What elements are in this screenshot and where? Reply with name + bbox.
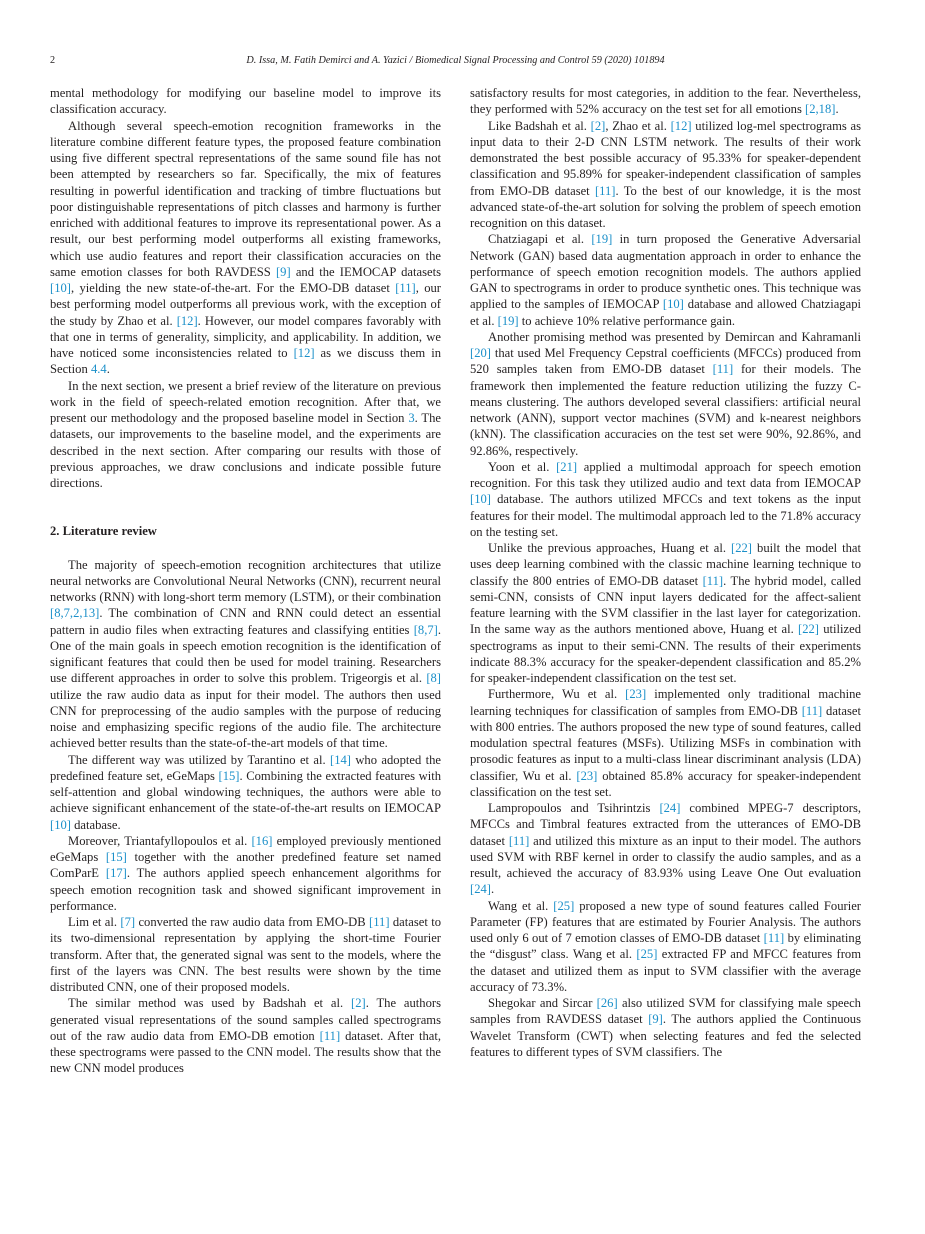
paragraph-text: and utilized this mixture as an input to their model. The authors used SVM with RBF kernel in order to classify the audio samples, and as a result, achieved the accuracy of 83.93% using Leave One Out evaluation (470, 833, 861, 880)
paragraph-text: . The hybrid model, called semi-CNN, consists of CNN input layers dedicated for the affect-salient feature learning with the SVM classifier in the last layer for categorization. In the same way as the authors mentioned above, Huang et al. (470, 573, 861, 637)
paragraph-text: . The combination of CNN and RNN could detect an essential pattern in audio files when extracting features and classifying entities (50, 606, 441, 637)
paragraph-text: built the model that uses deep learning combined with the classic machine learning technique to classify the 800 entries of EMO-DB dataset (470, 541, 862, 588)
paragraph-text: Wang et al. (488, 898, 554, 913)
paragraph-text: applied a multimodal approach for speech emotion recognition. For this task they utilized audio and text data from IEMOCAP (470, 459, 861, 490)
citation-link[interactable]: [10] (470, 492, 491, 507)
paragraph-text: who adopted the predefined feature set, eGeMaps (50, 752, 441, 783)
paragraph-text: . However, our model compares favorably with that one in terms of generality, simplicity, and applicability. In addition, we have noticed some inconsistencies related to (50, 313, 441, 360)
citation-link[interactable]: [11] (763, 931, 785, 945)
right-column (470, 85, 861, 1060)
citation-link[interactable]: [11] (508, 833, 530, 848)
paragraph-text: that used Mel Frequency Cepstral coefficients (MFCCs) produced from 520 samples taken from EMO-DB dataset (470, 346, 861, 377)
paragraph-text: Although several speech-emotion recognition frameworks in the literature combine different feature types, the proposed feature combination using five different spectral representations of the same sound file has not been attempted by researchers so far. Specifically, the mix of features resulting in powerful identification and tracking of timbre fluctuations but poor distinguishable representations of pitch classes and harmony is further enriched with additional features to improve its representational power. As a result, our best performing model outperforms all existing frameworks, which use audio features and report their classification accuracies on the same emotion classes for both RAVDESS (50, 118, 441, 279)
paragraph-text: dataset. After that, these spectrograms were passed to the CNN model. The results show that the new CNN model produces (50, 1028, 441, 1076)
citation-link[interactable]: [11] (594, 183, 616, 198)
paragraph-text: dataset with 800 entries. The authors proposed the new type of sound features, called modulation spectral features (MSFs). Utilizing MSFs in combination with prosodic features as input to a multi-class linear discriminant analysis (LDA) classifier, Wu et al. (470, 703, 861, 783)
citation-link[interactable]: [15] (218, 768, 240, 783)
paragraph-text: to achieve 10% relative performance gain. (518, 313, 736, 328)
paragraph (470, 85, 861, 118)
paragraph-text: utilized spectrograms as input to their semi-CNN. The results of their experiments indicate 88.3% accuracy for the speaker-dependent classification and 85.2% for speaker-independent classification on the test set. (470, 622, 862, 685)
paragraph (50, 914, 441, 995)
citation-link[interactable]: [10] (50, 281, 71, 295)
paragraph (470, 800, 861, 898)
left-column (50, 85, 441, 1077)
section-heading: 2. Literature review (50, 524, 157, 539)
citation-link[interactable]: [2] (590, 118, 606, 133)
paragraph-text: . (106, 362, 110, 377)
paragraph (470, 118, 861, 232)
paragraph-text: database. The authors utilized MFCCs and text tokens as the input features for their model. The multimodal approach led to the 71.8% accuracy on the testing set. (470, 492, 861, 539)
citation-link[interactable]: [11] (801, 703, 823, 718)
citation-link[interactable]: [23] (625, 687, 647, 702)
paragraph-text: by eliminating the “disgust” class. Wang et al. (470, 931, 861, 962)
paragraph-text: , our best performing model outperforms all previous work, with the exception of the study by Zhao et al. (50, 281, 441, 328)
citation-link[interactable]: [12] (670, 118, 692, 133)
paragraph (50, 995, 441, 1076)
paragraph-text: Chatziagapi et al. (488, 232, 592, 247)
paragraph (470, 898, 861, 996)
citation-link[interactable]: [10] (662, 297, 684, 312)
citation-link[interactable]: [2] (351, 996, 366, 1011)
paragraph (50, 557, 441, 752)
paragraph-text: together with the another predefined feature set named ComParE (50, 850, 441, 881)
citation-link[interactable]: [9] (648, 1012, 663, 1027)
citation-link[interactable]: [25] (553, 898, 575, 913)
citation-link[interactable]: [19] (591, 232, 613, 247)
citation-link[interactable]: [8,7,2,13] (50, 606, 100, 621)
paragraph-text: database and allowed Chatziagapi et al. (470, 297, 861, 328)
citation-link[interactable]: [8,7] (413, 622, 438, 637)
paragraph-text: . The authors generated visual representations of the sound samples called spectrograms out of the raw audio data from EMO-DB emotion (50, 996, 441, 1043)
citation-link[interactable]: [22] (798, 622, 819, 637)
page-header (50, 55, 861, 71)
paragraph-text: . To the best of our knowledge, it is the most advanced state-of-the-art solution for solving the problem of speech emotion recognition on this dataset. (470, 183, 861, 230)
paragraph-text: utilized log-mel spectrograms as input data to their 2-D CNN LSTM network. The results of their work demonstrated the best possible accuracy of 95.33% for speaker-dependent classification and 95.89% for speaker-independent classification of samples from EMO-DB dataset (470, 118, 862, 198)
paragraph-text: Like Badshah et al. (488, 118, 591, 133)
paragraph (50, 85, 441, 118)
paragraph-text: utilize the raw audio data as input for their model. The authors then used CNN for preprocessing of the audio samples with the purpose of reducing noise and emphasizing specific regions of the audio file. The architecture achieved better results than the state-of-the-art models of that time. (50, 687, 441, 751)
paragraph-text: . The authors applied the Continuous Wavelet Transform (CWT) when selecting features and fed the selected features to different types of SVM classifiers. The (470, 1012, 861, 1059)
citation-link[interactable]: [11] (319, 1028, 341, 1043)
paragraph-text: satisfactory results for most categories, in addition to the fear. Nevertheless, they performed with 52% accuracy on the test set for all emotions (470, 86, 861, 117)
paragraph-text: In the next section, we present a brief review of the literature on previous work in the field of speech-related emotion recognition. After that, we present our methodology and the proposed baseline model in Section (50, 378, 441, 425)
paragraph (50, 833, 441, 914)
page-number: 2 (50, 55, 56, 66)
citation-link[interactable]: [11] (369, 915, 390, 929)
paragraph (50, 118, 441, 378)
paragraph-text: and the IEMOCAP datasets (290, 264, 441, 279)
paragraph-text: employed previously mentioned eGeMaps (50, 833, 441, 864)
citation-link[interactable]: [14] (330, 752, 351, 767)
paragraph-text: as we discuss them in Section (50, 346, 441, 377)
paragraph-text: Yoon et al. (488, 459, 557, 474)
paragraph-text: for their models. The framework then implemented the feature reduction utilizing the fuzzy C-means clustering. The authors developed several classifiers: artificial neural network (ANN), support vector machines (SVM) and k-nearest neighbors (kNN). The classification accuracies on the test set were 90%, 92.86%, and 92.86%, respectively. (470, 362, 861, 458)
citation-link[interactable]: [16] (251, 833, 273, 848)
citation-link[interactable]: [12] (176, 313, 198, 328)
paragraph-text: . Combining the extracted features with self-attention and global windowing techniques, the authors were able to achieve significant enhancement of the state-of-the-art results on IEMOCAP (50, 768, 441, 816)
paragraph-text: in turn proposed the Generative Adversarial Network (GAN) based data augmentation approach in order to enhance the performance of speech emotion recognition models. The authors applied GAN to spectrograms in order to produce synthetic ones. This technique was applied to the samples of IEMOCAP (470, 232, 861, 312)
paragraph-text: Shegokar and Sircar (488, 996, 597, 1010)
citation-link[interactable]: [7] (120, 915, 136, 929)
citation-link[interactable]: [24] (470, 882, 491, 897)
citation-link[interactable]: [20] (470, 346, 491, 360)
paragraph-text: The similar method was used by Badshah et al. (68, 996, 352, 1011)
citation-link[interactable]: [11] (395, 281, 416, 295)
citation-link[interactable]: [24] (659, 801, 681, 815)
paragraph-text: Another promising method was presented by Demircan and Kahramanli (488, 329, 861, 344)
paragraph-text: Moreover, Triantafyllopoulos et al. (68, 833, 252, 848)
citation-link[interactable]: [26] (596, 996, 618, 1010)
citation-link[interactable]: [19] (497, 313, 519, 328)
paragraph-text: Lim et al. (68, 915, 121, 929)
paragraph-text: . One of the main goals in speech emotion recognition is the identification of significant features that could then be used for model training. Researchers use different approaches in order to solve this problem. Trigeorgis et al. (50, 622, 441, 686)
citation-link[interactable]: [9] (275, 264, 291, 279)
citation-link[interactable]: [11] (712, 362, 734, 377)
citation-link[interactable]: [17] (105, 866, 127, 881)
paragraph-text: . The authors applied speech enhancement algorithms for speech emotion recognition task and showed significant improvement in performance. (50, 866, 441, 913)
paragraph-text: dataset to its two-dimensional representation by applying the short-time Fourier transform. After that, the generated signal was sent to the models, where the first of the layers was CNN. The best results were shown by the time distributed CNN, one of their proposed models. (50, 915, 441, 994)
paragraph-text: database. (70, 817, 121, 832)
paragraph (50, 378, 441, 492)
citation-link[interactable]: [21] (556, 459, 578, 474)
citation-link[interactable]: [22] (731, 541, 752, 555)
citation-link[interactable]: [15] (105, 850, 127, 864)
paragraph-text: implemented only traditional machine learning techniques for classification of samples from EMO-DB (470, 687, 861, 718)
paragraph-text: Lampropoulos and Tsihrintzis (488, 801, 660, 815)
paragraph-text: obtained 85.8% accuracy for speaker-independent classification on the test set. (470, 768, 861, 799)
paragraph (470, 231, 861, 329)
paragraph (50, 752, 441, 833)
paragraph-text: , yielding the new state-of-the-art. For the EMO-DB dataset (70, 281, 396, 295)
paragraph-text: extracted FP and MFCC features from the dataset and utilized them as input to SVM classifier with the average accuracy of 73.3%. (470, 947, 861, 994)
paragraph (470, 540, 861, 686)
citation-link[interactable]: [8] (426, 671, 441, 686)
citation-link[interactable]: [23] (576, 768, 598, 783)
paragraph-text: proposed a new type of sound features called Fourier Parameter (FP) features that are estimated by Fourier Analysis. The authors used only 6 out of 7 emotion classes of EMO-DB dataset (470, 898, 861, 945)
running-head: D. Issa, M. Fatih Demirci and A. Yazici / Biomedical Signal Processing and Control 59 (2020) 101894 (246, 55, 665, 66)
citation-link[interactable]: [2,18] (805, 102, 836, 117)
paragraph-text: The different way was utilized by Tarantino et al. (68, 752, 330, 767)
paragraph-text: combined MPEG-7 descriptors, MFCCs and Timbral features extracted from the utterances of EMO-DB dataset (470, 801, 862, 848)
paragraph-text: , Zhao et al. (605, 118, 671, 133)
paragraph-text: . (490, 882, 495, 897)
citation-link[interactable]: [11] (702, 573, 724, 588)
paragraph-text: Furthermore, Wu et al. (488, 687, 626, 702)
citation-link[interactable]: [12] (293, 346, 315, 360)
paragraph-text: Unlike the previous approaches, Huang et al. (488, 541, 732, 555)
paragraph (470, 686, 861, 800)
paragraph-text: mental methodology for modifying our baseline model to improve its classification accuracy. (50, 86, 441, 117)
citation-link[interactable]: [10] (50, 817, 71, 832)
citation-link[interactable]: [25] (636, 947, 658, 962)
paragraph-text: . (835, 102, 839, 117)
paragraph (470, 329, 861, 459)
citation-link[interactable]: 3 (408, 411, 415, 425)
paragraph-text: also utilized SVM for classifying male speech samples from RAVDESS dataset (470, 996, 861, 1027)
paragraph-text: converted the raw audio data from EMO-DB (135, 915, 369, 929)
paragraph-text: The majority of speech-emotion recognition architectures that utilize neural networks are Convolutional Neural Networks (CNN), recurrent neural networks (RNN) with long-short term memory (LSTM), or their combination (50, 557, 441, 604)
paragraph (470, 995, 861, 1060)
citation-link[interactable]: 4.4 (90, 362, 107, 377)
paragraph-text: . The datasets, our improvements to the baseline model, and the experiments are described in the next section. After comparing our results with those of previous approaches, we draw conclusions and indicate possible future directions. (50, 411, 441, 490)
paragraph (470, 459, 861, 540)
